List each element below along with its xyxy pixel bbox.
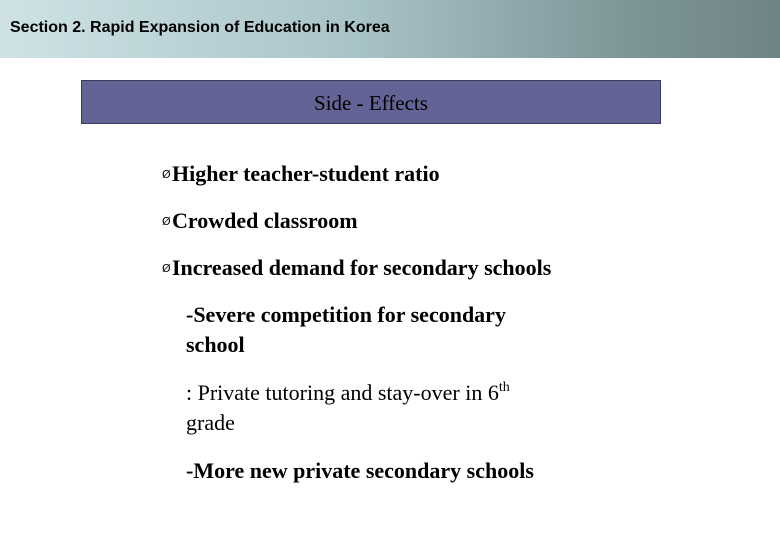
side-effects-banner: [81, 80, 661, 124]
arrow-bullet-icon: Ø: [162, 262, 171, 275]
subpoint-line: school: [186, 332, 245, 357]
subpoint-line: [186, 378, 510, 408]
subpoint-private-schools: [186, 456, 534, 486]
bullet-increased-demand: [162, 255, 551, 281]
subpoint-text: : Private tutoring and stay-over in 6: [186, 380, 499, 405]
header-bar: [0, 0, 780, 58]
bullet-text: Increased demand for secondary schools: [172, 255, 552, 280]
section-title: Section 2. Rapid Expansion of Education in Korea: [10, 19, 390, 36]
arrow-bullet-icon: Ø: [162, 168, 171, 181]
subpoint-line: -More new private secondary schools: [186, 458, 534, 483]
bullet-crowded-classroom: [162, 208, 358, 234]
subpoint-severe-competition: [186, 300, 506, 360]
banner-title: Side - Effects: [314, 91, 428, 115]
bullet-text: Crowded classroom: [172, 208, 358, 233]
bullet-teacher-student-ratio: [162, 161, 440, 187]
bullet-text: Higher teacher-student ratio: [172, 161, 440, 186]
arrow-bullet-icon: Ø: [162, 215, 171, 228]
ordinal-suffix: th: [498, 380, 510, 395]
subpoint-line: -Severe competition for secondary: [186, 302, 506, 327]
subpoint-line: grade: [186, 410, 235, 435]
subpoint-private-tutoring: [186, 378, 510, 438]
